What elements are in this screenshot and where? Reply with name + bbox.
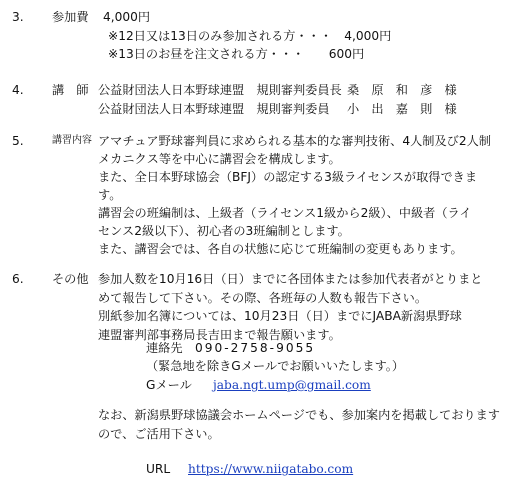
content-line-5: 講習会の班編制は、上級者（ライセンス1級から2級）、中級者（ライ [98, 206, 472, 220]
instructor-2-org: 公益財団法人日本野球連盟 規則審判委員 [98, 102, 330, 116]
content-line-6: センス2級以下）、初心者の3班編制とします。 [98, 224, 350, 238]
homepage-url-link[interactable]: https://www.niigatabo.com [188, 462, 354, 476]
content-line-4: す。 [98, 188, 122, 202]
fee-note-2: ※13日のお昼を注文される方・・・ 600円 [108, 47, 365, 61]
section-3-number: 3. [12, 10, 24, 24]
content-line-1: アマチュア野球審判員に求められる基本的な審判技術、4人制及び2人制 [98, 134, 491, 148]
section-6-label: その他 [52, 272, 89, 286]
content-line-2: メカニクス等を中心に講習会を構成します。 [98, 152, 341, 166]
content-line-3: また、全日本野球協会（BFJ）の認定する3級ライセンスが取得できま [98, 170, 478, 184]
other-line-2: めて報告して下さい。その際、各班毎の人数も報告下さい。 [98, 291, 428, 305]
contact-phone: 090-2758-9055 [195, 341, 316, 355]
closing-line-2: ので、ご活用下さい。 [98, 427, 220, 441]
other-line-4: 連盟審判部事務局長吉田まで報告願います。 [98, 328, 341, 342]
contact-note: （緊急地を除きGメールでお願いいたします。） [146, 359, 405, 373]
section-6-number: 6. [12, 272, 24, 286]
instructor-1-org: 公益財団法人日本野球連盟 規則審判委員長 [98, 83, 342, 97]
url-label: URL [146, 462, 171, 476]
other-line-3: 別紙参加名簿については、10月23日（日）までにJABA新潟県野球 [98, 309, 462, 323]
content-line-7: また、講習会では、各自の状態に応じて班編制の変更もあります。 [98, 242, 463, 256]
contact-label: 連絡先 [146, 341, 183, 355]
fee-note-1: ※12日又は13日のみ参加される方・・・ 4,000円 [108, 29, 392, 43]
section-4-number: 4. [12, 83, 24, 97]
contact-email-link[interactable]: jaba.ngt.ump@gmail.com [213, 378, 371, 392]
section-5-number: 5. [12, 134, 24, 148]
section-4-label: 講 師 [52, 83, 89, 97]
instructor-2-name: 小 出 嘉 則 様 [347, 102, 457, 116]
instructor-1-name: 桑 原 和 彦 様 [347, 83, 457, 97]
closing-line-1: なお、新潟県野球協議会ホームページでも、参加案内を掲載しております [98, 408, 500, 422]
section-3-label: 参加費 [52, 10, 89, 24]
gmail-label: Gメール [146, 378, 192, 392]
other-line-1: 参加人数を10月16日（日）までに各団体または参加代表者がとりまと [98, 272, 483, 286]
fee-amount: 4,000円 [103, 10, 151, 24]
section-5-label: 講習内容 [52, 135, 92, 146]
